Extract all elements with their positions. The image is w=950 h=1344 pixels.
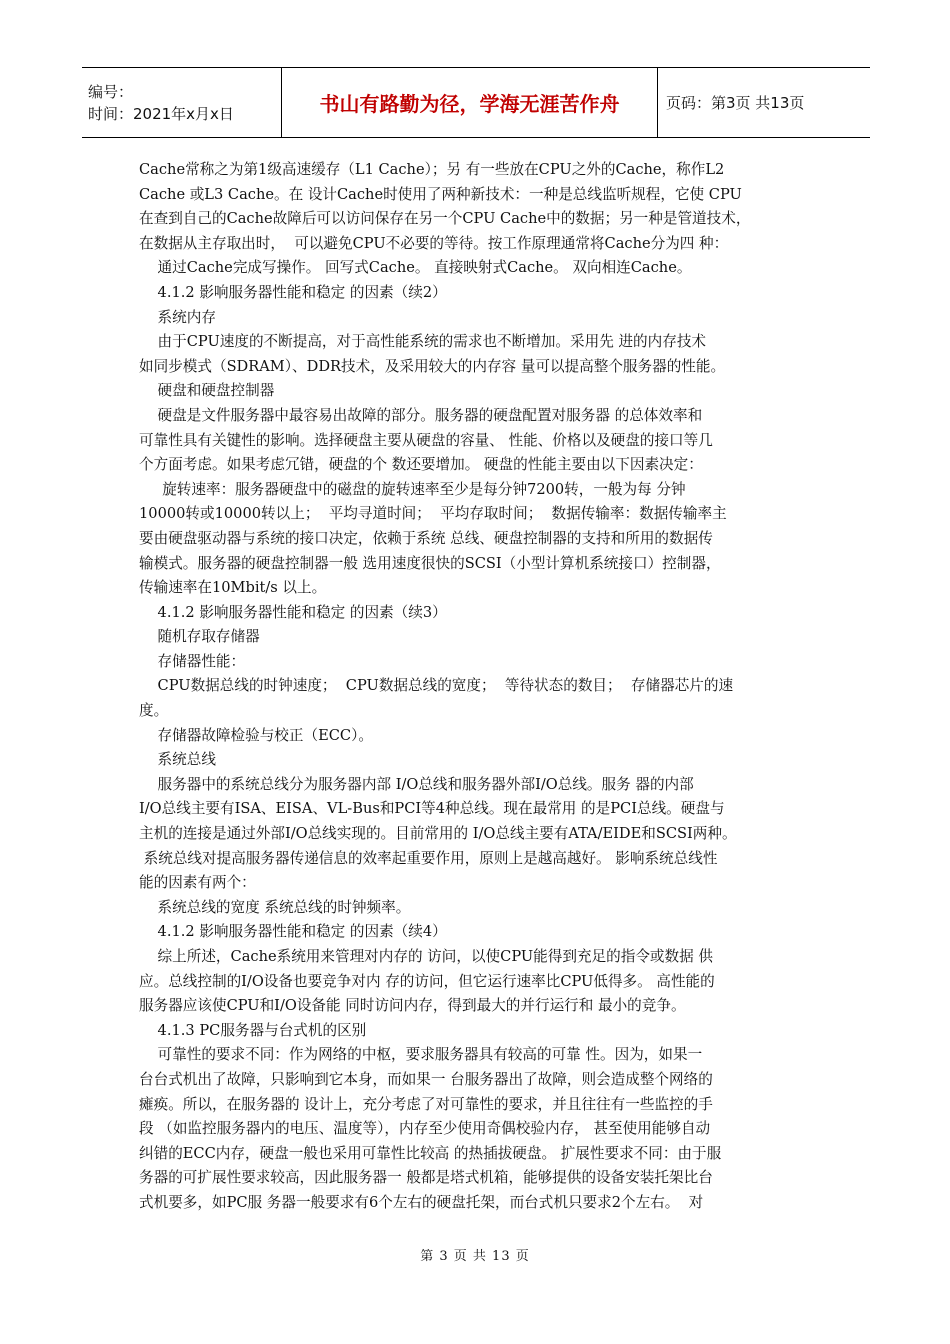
- text-line: 系统总线的宽度 系统总线的时钟频率。: [139, 898, 411, 916]
- text-line: 可靠性的要求不同：作为网络的中枢，要求服务器具有较高的可靠 性。因为，如果一: [139, 1046, 703, 1064]
- document-body: [139, 158, 812, 1216]
- text-line: 能的因素有两个：: [139, 874, 256, 892]
- text-line: 度。: [139, 702, 169, 720]
- text-line: 如同步模式（SDRAM）、DDR技术，及采用较大的内存容 量可以提高整个服务器的性能。: [139, 357, 726, 375]
- motto-text: 书山有路勤为径，学海无涯苦作舟: [319, 92, 620, 116]
- text-line: 硬盘是文件服务器中最容易出故障的部分。服务器的硬盘配置对服务器 的总体效率和: [139, 406, 703, 424]
- text-line: 瘫痪。所以，在服务器的 设计上，充分考虑了对可靠性的要求，并且往往有一些监控的手: [139, 1095, 713, 1113]
- header-meta: [82, 68, 282, 137]
- number-label: 编号：: [88, 82, 134, 101]
- text-line: 式机要多，如PC服 务器一般要求有6个左右的硬盘托架，而台式机只要求2个左右。 对: [139, 1193, 704, 1211]
- text-line: 旋转速率：服务器硬盘中的磁盘的旋转速率至少是每分钟7200转，一般为每 分钟: [139, 480, 686, 498]
- text-line: 服务器应该使CPU和I/O设备能 同时访问内存，得到最大的并行运行和 最小的竞争。: [139, 997, 686, 1015]
- text-line: 通过Cache完成写操作。 回写式Cache。 直接映射式Cache。 双向相连Cache。: [139, 259, 692, 277]
- text-line: 系统总线: [139, 751, 216, 769]
- text-line: 存储器性能：: [139, 652, 246, 670]
- text-line: 要由硬盘驱动器与系统的接口决定，依赖于系统 总线、硬盘控制器的支持和所用的数据传: [139, 529, 713, 547]
- text-line: 主机的连接是通过外部I/O总线实现的。目前常用的 I/O总线主要有ATA/EIDE和SCSI两种。: [139, 825, 737, 843]
- text-line: Cache常称之为第1级高速缓存（L1 Cache）；另 有一些放在CPU之外的Cache，称作L2: [139, 161, 725, 178]
- text-line: CPU数据总线的时钟速度； CPU数据总线的宽度； 等待状态的数目； 存储器芯片的速: [139, 677, 734, 695]
- text-line: 随机存取存储器: [139, 628, 260, 646]
- text-line: 4.1.3 PC服务器与台式机的区别: [139, 1021, 367, 1039]
- text-line: 传输速率在10Mbit/s 以上。: [139, 579, 327, 597]
- text-line: 综上所述，Cache系统用来管理对内存的 访问，以使CPU能得到充足的指令或数据 供: [139, 948, 713, 965]
- text-line: 务器的可扩展性要求较高，因此服务器一 般都是塔式机箱，能够提供的设备安装托架比台: [139, 1169, 713, 1187]
- text-line: 在查到自己的Cache故障后可以访问保存在另一个CPU Cache中的数据；另一种是管道技术，: [139, 210, 751, 228]
- text-line: 系统总线对提高服务器传递信息的效率起重要作用，原则上是越高越好。 影响系统总线性: [139, 849, 718, 867]
- text-line: 4.1.2 影响服务器性能和稳定 的因素（续2）: [139, 283, 447, 301]
- text-line: 输模式。服务器的硬盘控制器一般 选用速度很快的SCSI（小型计算机系统接口）控制器，: [139, 554, 721, 572]
- text-line: 应。总线控制的I/O设备也要竞争对内 存的访问，但它运行速率比CPU低得多。 高性能的: [139, 972, 715, 990]
- text-line: 服务器中的系统总线分为服务器内部 I/O总线和服务器外部I/O总线。服务 器的内部: [139, 775, 694, 793]
- text-line: 在数据从主存取出时， 可以避免CPU不必要的等待。按工作原理通常将Cache分为四 种：: [139, 234, 729, 252]
- text-line: 可靠性具有关键性的影响。选择硬盘主要从硬盘的容量、 性能、价格以及硬盘的接口等几: [139, 431, 713, 449]
- text-line: 硬盘和硬盘控制器: [139, 382, 275, 400]
- page-header: [82, 67, 870, 138]
- text-line: 10000转或10000转以上； 平均寻道时间； 平均存取时间； 数据传输率：数据传输率主: [139, 505, 727, 523]
- text-line: 纠错的ECC内存，硬盘一般也采用可靠性比较高 的热插拔硬盘。 扩展性要求不同：由于服: [139, 1144, 722, 1162]
- text-line: 由于CPU速度的不断提高，对于高性能系统的需求也不断增加。采用先 进的内存技术: [139, 333, 707, 351]
- page-label: 页码：第3页 共13页: [666, 94, 805, 112]
- text-line: 系统内存: [139, 308, 216, 326]
- text-line: 4.1.2 影响服务器性能和稳定 的因素（续4）: [139, 923, 447, 941]
- text-line: 个方面考虑。如果考虑冗错，硬盘的个 数还要增加。 硬盘的性能主要由以下因素决定：: [139, 456, 703, 474]
- time-label: 时间：2021年x月x日: [88, 104, 234, 123]
- header-page: [658, 68, 870, 137]
- header-motto: [282, 68, 658, 137]
- text-line: 存储器故障检验与校正（ECC）。: [139, 726, 373, 744]
- text-line: 段 （如监控服务器内的电压、温度等），内存至少使用奇偶校验内存， 甚至使用能够自动: [139, 1120, 711, 1138]
- text-line: Cache 或L3 Cache。在 设计Cache时使用了两种新技术：一种是总线监听规程，它使 CPU: [139, 185, 742, 203]
- page-footer: 第 3 页 共 13 页: [420, 1249, 530, 1264]
- text-line: I/O总线主要有ISA、EISA、VL-Bus和PCI等4种总线。现在最常用 的是PCI总线。硬盘与: [139, 800, 725, 818]
- text-line: 4.1.2 影响服务器性能和稳定 的因素（续3）: [139, 603, 447, 621]
- text-line: 台台式机出了故障，只影响到它本身，而如果一 台服务器出了故障，则会造成整个网络的: [139, 1070, 713, 1088]
